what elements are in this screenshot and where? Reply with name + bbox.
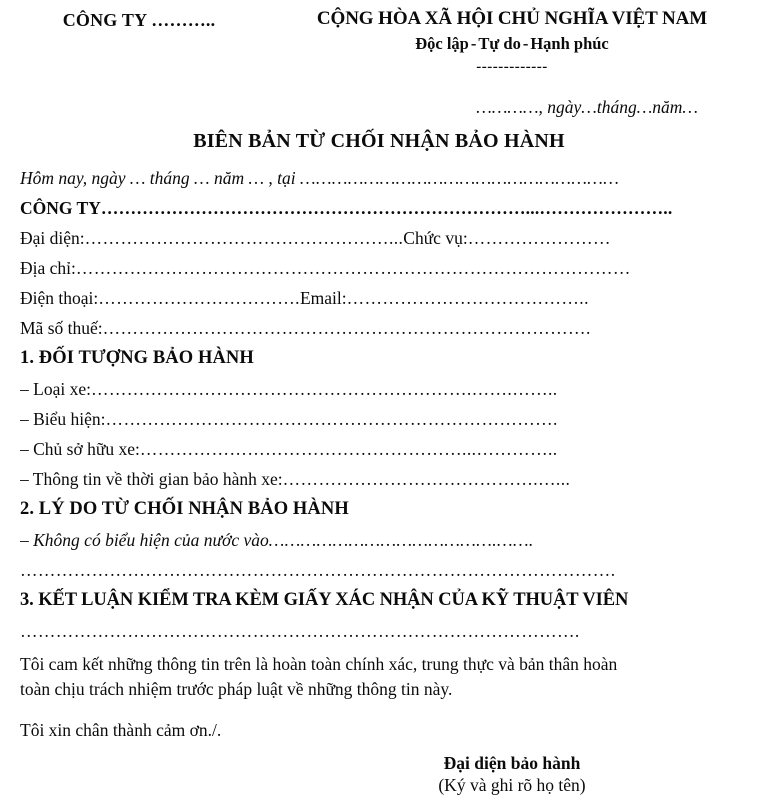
company-line [20, 193, 688, 223]
signature-subtitle: (Ký và ghi rõ họ tên) [438, 775, 586, 795]
warranty-period-dots: …………………………………….…... [282, 469, 571, 489]
email-label: Email: [299, 288, 347, 308]
company-header: CÔNG TY ……….. [62, 10, 216, 30]
intro-text: Hôm nay, ngày … tháng … năm … , tại [20, 168, 300, 188]
symptom-line [20, 404, 688, 434]
section-3-blank-line: …………………………………………………………………………………. [20, 621, 580, 641]
warranty-period-label: – Thông tin về thời gian bảo hành xe: [20, 469, 283, 489]
motto-independence: Độc lập [415, 34, 469, 53]
phone-label: Điện thoại: [20, 288, 99, 308]
phone-dots: ……………………………. [98, 288, 300, 308]
section-1-heading: 1. ĐỐI TƯỢNG BẢO HÀNH [20, 348, 254, 368]
position-dots: …………………… [467, 228, 611, 248]
commitment-paragraph: Tôi cam kết những thông tin trên là hoàn toàn chính xác, trung thực và bản thân hoàn toàn chịu trách nhiệm trước pháp luật về những thông tin này. [20, 654, 618, 699]
thanks-line: Tôi xin chân thành cảm ơn./. [20, 720, 222, 740]
motto-separator-1: - [470, 34, 477, 53]
motto-happiness: Hạnh phúc [530, 34, 609, 53]
vehicle-type-label: – Loại xe: [20, 379, 91, 399]
vehicle-type-dots: ……………………………………………………….…….…….. [90, 379, 558, 399]
refusal-reason-dots: …………………………………….……. [268, 530, 534, 550]
refusal-reason-line [20, 525, 688, 555]
document-body [0, 163, 758, 743]
address-label: Địa chỉ: [20, 258, 76, 278]
tax-line [20, 313, 688, 343]
section-3-heading: 3. KẾT LUẬN KIỂM TRA KÈM GIẤY XÁC NHẬN CỦA KỸ THUẬT VIÊN [20, 590, 629, 610]
symptom-label: – Biểu hiện: [20, 409, 106, 429]
signature-block [392, 752, 632, 796]
symptom-dots: …………………………………………………………………. [105, 409, 558, 429]
company-dots: ………………………………………………………………...………………….. [100, 198, 673, 218]
header-divider: ------------- [476, 59, 548, 75]
address-dots: ………………………………………………………………………………… [75, 258, 631, 278]
address-line [20, 253, 688, 283]
intro-line [20, 163, 688, 193]
section-2-blank-line: ………………………………………………………………………………………. [20, 560, 616, 580]
tax-dots: ………………………………………………………………………. [102, 318, 591, 338]
national-title: CỘNG HÒA XÃ HỘI CHỦ NGHĨA VIỆT NAM [316, 8, 708, 29]
date-line: …………, ngày…tháng…năm… [476, 97, 698, 117]
refusal-reason-text: – Không có biểu hiện của nước vào [20, 530, 269, 550]
representative-label: Đại diện: [20, 228, 85, 248]
email-dots: ………………………………….. [346, 288, 589, 308]
document-header [0, 0, 758, 75]
national-header [278, 8, 758, 75]
section-2-heading: 2. LÝ DO TỪ CHỐI NHẬN BẢO HÀNH [20, 499, 349, 519]
representative-line [20, 223, 688, 253]
motto-freedom: Tự do [478, 34, 521, 53]
page-title: BIÊN BẢN TỪ CHỐI NHẬN BẢO HÀNH [193, 130, 565, 152]
signature-title: Đại diện bảo hành [443, 753, 581, 773]
company-label: CÔNG TY [20, 198, 101, 218]
vehicle-type-line [20, 374, 688, 404]
intro-dots: …………………………………………………… [300, 168, 620, 188]
tax-label: Mã số thuế: [20, 318, 103, 338]
motto-separator-2: - [522, 34, 529, 53]
owner-label: – Chủ sở hữu xe: [20, 439, 140, 459]
owner-dots: ………………………………………………...………….. [139, 439, 558, 459]
national-motto [278, 34, 746, 54]
representative-dots: ……………………………………………... [84, 228, 404, 248]
warranty-period-line [20, 464, 688, 494]
position-label: Chức vụ: [403, 228, 468, 248]
phone-line [20, 283, 688, 313]
owner-line [20, 434, 688, 464]
